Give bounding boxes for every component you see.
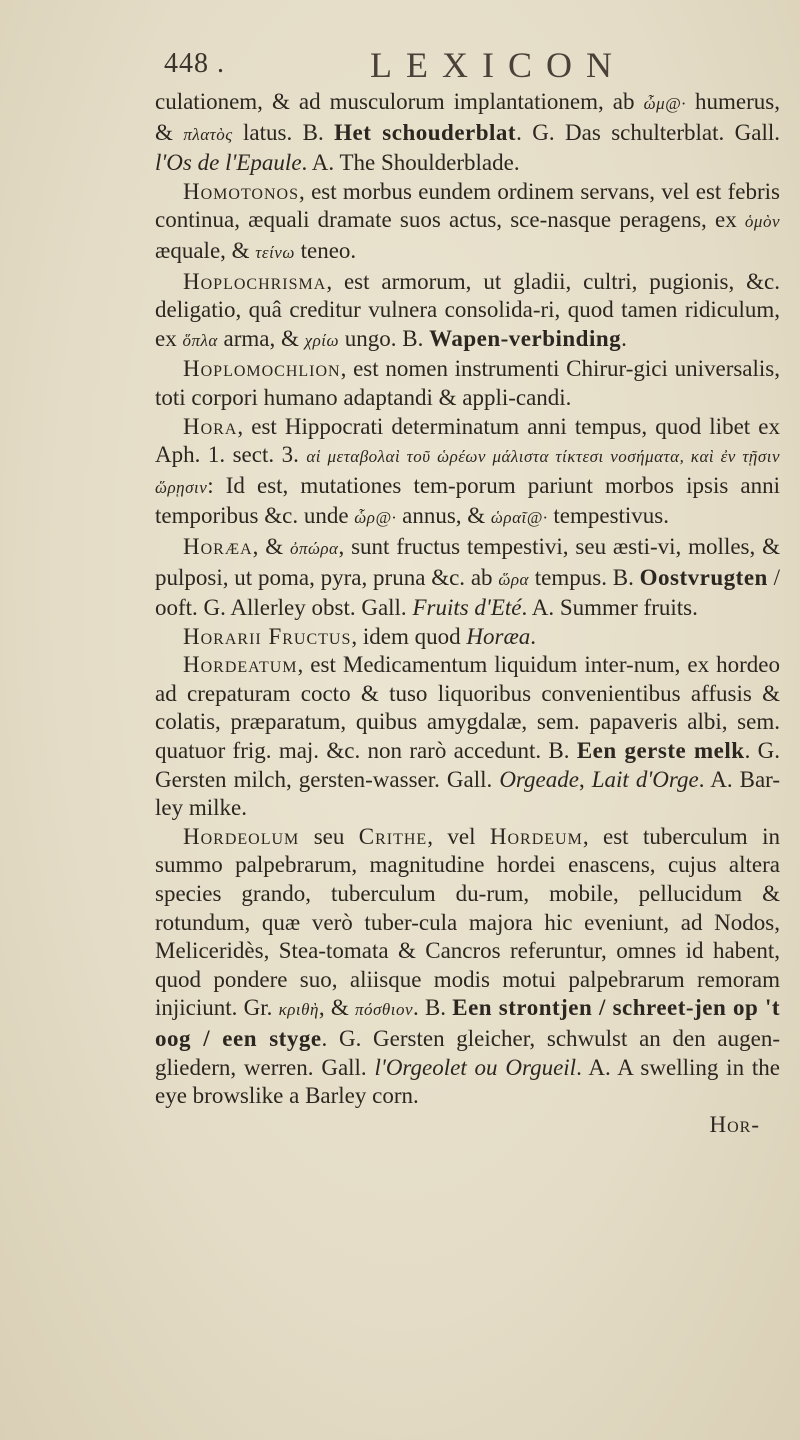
cross-reference: Horæa xyxy=(466,623,531,649)
text-run: æquale, & xyxy=(155,237,256,263)
text-run: , est Medicamentum liquidum inter-num, ex hordeo ad crepaturam cocto & tuso liquoribus convenientibus affusis & colatis, præparatum, quibus amygdalæ, sem. papaveris albi, sem. quatuor frig. maj. &c. non rarò accedunt. B. xyxy=(155,652,780,764)
text-run: humerus, & xyxy=(155,89,780,145)
page-number: 448 . xyxy=(164,48,225,79)
entry-headword: Horarii Fructus xyxy=(183,623,352,649)
page-header xyxy=(140,44,740,90)
text-run: , & xyxy=(252,533,290,559)
text-run: teneo. xyxy=(294,237,357,263)
dictionary-text xyxy=(155,88,780,1139)
text-run: , est armorum, ut gladii, cultri, pugionis, &c. deligatio, quâ creditur vulnera consolida-ri, quod tamen ridiculum, ex xyxy=(155,268,780,351)
entry-hoplomochlion xyxy=(155,355,780,412)
entry-headword: Homotonos xyxy=(183,178,299,204)
entry-headword: Hoplochrisma xyxy=(183,268,327,294)
text-run: , & xyxy=(318,995,355,1021)
greek-word: χρίω xyxy=(304,330,340,350)
french-term: Orgeade xyxy=(499,766,579,792)
text-run: , xyxy=(578,766,592,792)
text-run: . A. A swelling in the eye browslike a Barley corn. xyxy=(155,1054,780,1109)
dutch-term: Oostvrugten xyxy=(639,564,768,590)
french-term: Lait d'Orge xyxy=(591,766,699,792)
text-run: latus. B. xyxy=(232,119,335,145)
text-run: annus, & xyxy=(396,503,491,529)
text-run: . G. Gersten milch, gersten-wasser. Gall. xyxy=(155,738,780,792)
text-run: tempestivus. xyxy=(547,503,670,529)
text-run: tempus. B. xyxy=(528,564,640,590)
dutch-term: Het schouderblat xyxy=(334,119,517,145)
entry-horarii-fructus xyxy=(155,623,780,652)
greek-word: ὦμ@· xyxy=(643,94,686,113)
text-run: , est Hippocrati determinatum anni tempus, quod libet ex Aph. 1. sect. 3. xyxy=(155,413,780,468)
text-run: . B. xyxy=(413,995,453,1021)
text-run: . A. The Shoulderblade. xyxy=(301,150,520,176)
synonym-headword: Hordeum xyxy=(489,823,583,849)
entry-hoplochrisma xyxy=(155,268,780,356)
greek-word: ὧρ@· xyxy=(354,508,397,528)
french-term: l'Os de l'Epaule xyxy=(155,150,302,176)
text-run: , sunt fructus tempestivi, seu æsti-vi, molles, & pulposi, ut poma, pyra, pruna &c. ab xyxy=(155,533,780,590)
text-run: . G. Das schulterblat. Gall. xyxy=(516,119,781,145)
catchword-text: Hor- xyxy=(709,1111,760,1137)
greek-word: ὡραῖ@· xyxy=(490,508,548,528)
text-run: . xyxy=(530,623,537,649)
text-run: culationem, & ad musculorum implantationem, ab xyxy=(155,89,644,114)
text-run: , est tuberculum in summo palpebrarum, magnitudine hordei enascens, cujus altera species grando, tuberculum du-rum, mobile, pellucidum & rotundum, quæ verò tuber-cula majora hic eveniunt, ad Nodos, Meliceridès, Stea-tomata & Cancros referuntur, omnes id habent, quod pondere suo, aliisque modis motui palpebrarum remoram injiciunt. Gr. xyxy=(155,823,780,1021)
entry-headword: Hoplomochlion xyxy=(183,356,341,382)
text-run: seu xyxy=(299,823,359,849)
entry-headword: Hordeolum xyxy=(183,823,300,849)
entry-headword: Hora xyxy=(183,413,238,439)
text-run: , est nomen instrumenti Chirur-gici universalis, toti corpori humano adaptandi & appli-candi. xyxy=(155,356,780,410)
text-run: / ooft. G. Allerley obst. Gall. xyxy=(155,564,781,621)
greek-word: ὀπώρα xyxy=(289,538,339,558)
dutch-term: Wapen-verbinding xyxy=(429,325,622,351)
text-run: . G. Gersten gleicher, schwulst an den augen-gliedern, werren. Gall. xyxy=(155,1026,780,1080)
text-run: arma, & xyxy=(217,325,305,351)
entry-homotonos xyxy=(155,178,780,268)
french-term: l'Orgeolet ou Orgueil xyxy=(374,1054,577,1080)
text-run: ungo. B. xyxy=(339,325,430,351)
text-run: , idem quod xyxy=(351,623,467,649)
greek-word: κριθὴ xyxy=(278,1000,319,1020)
greek-word: τείνω xyxy=(255,242,295,262)
entry-hora xyxy=(155,413,780,533)
greek-word: ὥρα xyxy=(498,569,529,589)
greek-word: πλατὸς xyxy=(183,124,233,144)
entry-headword: Horæa xyxy=(183,533,253,559)
synonym-headword: Crithe xyxy=(358,823,428,849)
entry-headword: Hordeatum xyxy=(183,652,298,678)
greek-quote: αἱ μεταβολαὶ τοῦ ὡρέων μάλιστα τίκτεσι νοσήματα, καὶ ἐν τῇσιν ὥρῃσιν xyxy=(155,447,781,497)
entry-continuation xyxy=(155,88,780,178)
text-run: . A. Bar-ley milke. xyxy=(155,766,781,821)
running-head: LEXICON xyxy=(370,45,626,85)
text-run: . xyxy=(621,325,627,351)
dutch-term: Een gerste melk xyxy=(576,738,745,764)
entry-hordeolum xyxy=(155,823,780,1111)
text-run: . A. Summer fruits. xyxy=(521,595,698,621)
greek-word: πόσθιον xyxy=(354,1000,413,1020)
greek-word: ὅπλα xyxy=(182,330,218,350)
entry-horaea xyxy=(155,533,780,623)
text-run: , est morbus eundem ordinem servans, vel est febris continua, æquali dramate suos actus, sce-nasque peragens, ex xyxy=(155,178,780,233)
entry-hordeatum xyxy=(155,651,780,823)
greek-word: ὁμὸν xyxy=(744,212,780,232)
dutch-term: Een strontjen / schreet-jen op 't oog / een styge xyxy=(155,995,780,1051)
french-term: Fruits d'Eté xyxy=(412,595,522,621)
text-run: , vel xyxy=(427,823,490,849)
text-run: : Id est, mutationes tem-porum pariunt morbos ipsis anni temporibus &c. unde xyxy=(155,472,780,529)
catchword xyxy=(155,1111,780,1140)
